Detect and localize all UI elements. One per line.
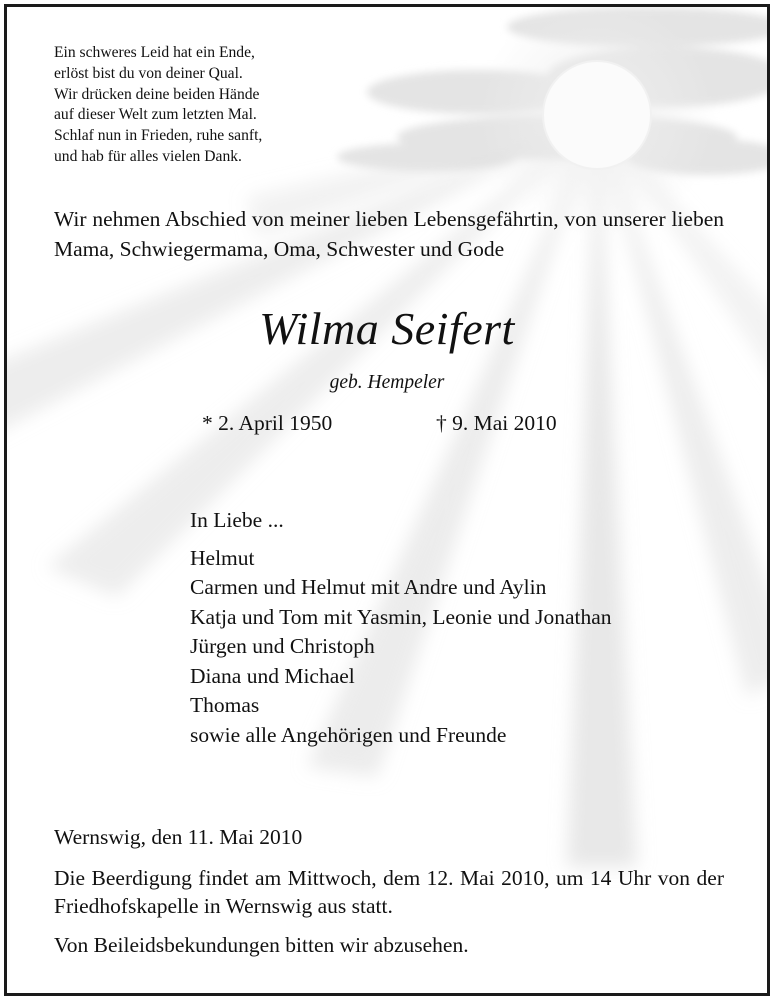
mourner-line: Jürgen und Christoph: [190, 634, 375, 658]
family-opening: In Liebe ...: [190, 508, 284, 532]
poem-verse: [54, 43, 262, 168]
birth-date: * 2. April 1950: [202, 411, 333, 435]
funeral-details: Die Beerdigung findet am Mittwoch, dem 12. Mai 2010, um 14 Uhr von der Friedhofskapelle in Wernswig aus statt.: [54, 866, 724, 918]
farewell-intro: Wir nehmen Abschied von meiner lieben Lebensgefährtin, von unserer lieben Mama, Schwiegermama, Oma, Schwester und Gode: [54, 207, 724, 261]
poem-line: auf dieser Welt zum letzten Mal.: [54, 106, 257, 124]
mourners-list: [190, 506, 612, 750]
deceased-name: Wilma Seifert: [259, 303, 515, 354]
poem-line: erlöst bist du von deiner Qual.: [54, 64, 243, 82]
death-date: † 9. Mai 2010: [436, 411, 557, 435]
condolence-note: Von Beileidsbekundungen bitten wir abzusehen.: [54, 933, 469, 957]
obituary-notice: [4, 4, 770, 996]
mourner-line: Thomas: [190, 693, 260, 717]
poem-line: Schlaf nun in Frieden, ruhe sanft,: [54, 127, 263, 145]
mourner-line: sowie alle Angehörigen und Freunde: [190, 722, 507, 747]
maiden-name: geb. Hempeler: [329, 372, 445, 393]
mourner-line: Carmen und Helmut mit Andre und Aylin: [190, 575, 547, 599]
poem-line: Ein schweres Leid hat ein Ende,: [54, 44, 255, 61]
poem-line: Wir drücken deine beiden Hände: [54, 85, 260, 103]
poem-line: und hab für alles vielen Dank.: [54, 147, 242, 165]
place-and-date: Wernswig, den 11. Mai 2010: [54, 825, 303, 849]
mourner-line: Katja und Tom mit Yasmin, Leonie und Jonathan: [190, 604, 612, 629]
mourner-line: Helmut: [190, 545, 255, 570]
mourner-line: Diana und Michael: [190, 663, 355, 688]
sun-icon: [543, 61, 651, 169]
